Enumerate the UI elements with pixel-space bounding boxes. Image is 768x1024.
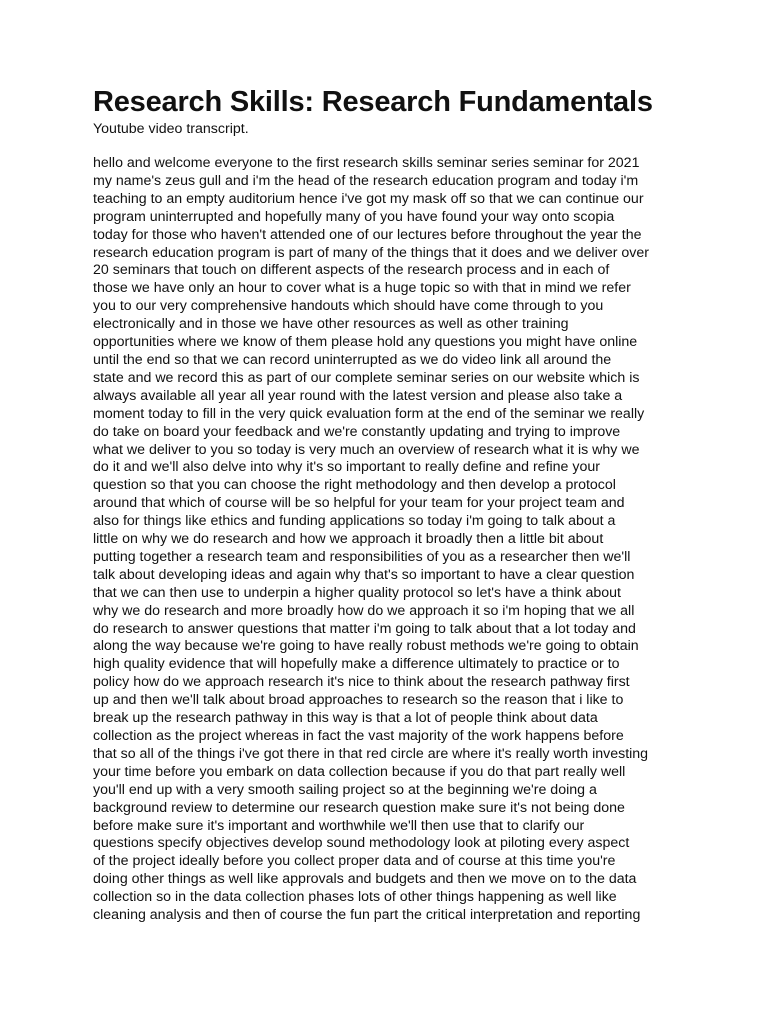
transcript-line: along the way because we're going to have really robust methods we're going to obtain (93, 638, 639, 655)
transcript-line: that we can then use to underpin a higher quality protocol so let's have a think about (93, 584, 621, 601)
transcript-line: around that which of course will be so helpful for your team for your project team and (93, 495, 625, 512)
transcript-line: that so all of the things i've got there in that red circle are where it's really worth investing (93, 745, 649, 762)
transcript-line: talk about developing ideas and again why that's so important to have a clear question (93, 566, 635, 583)
transcript-line: background review to determine our research question make sure it's not being done (93, 799, 625, 816)
transcript-line: before make sure it's important and worthwhile we'll then use that to clarify our (93, 817, 585, 834)
transcript-line: collection as the project whereas in fact the vast majority of the work happens before (93, 728, 624, 744)
transcript-line: always available all year all year round with the latest version and please also take a (93, 387, 623, 404)
transcript-line: those we have only an hour to cover what is a huge topic so with that in mind we refer (93, 280, 631, 297)
transcript-line: teaching to an empty auditorium hence i've got my mask off so that we can continue our (93, 190, 644, 207)
transcript-line: why we do research and more broadly how do we approach it so i'm hoping that we all (93, 602, 635, 619)
transcript-line: opportunities where we know of them please hold any questions you might have online (93, 334, 638, 351)
transcript-line: 20 seminars that touch on different aspects of the research process and in each of (93, 262, 610, 279)
transcript-line: hello and welcome everyone to the first research skills seminar series seminar for 2021 (93, 155, 640, 171)
transcript-line: policy how do we approach research it's nice to think about the research pathway first (93, 674, 630, 691)
transcript-line: break up the research pathway in this way is that a lot of people think about data (93, 710, 598, 727)
transcript-line: until the end so that we can record uninterrupted as we do video link all around the (93, 351, 612, 368)
transcript-line: do take on board your feedback and we're constantly updating and trying to improve (93, 423, 621, 440)
transcript-line: your time before you embark on data collection because if you do that part really well (93, 763, 626, 780)
document-title: Research Skills: Research Fundamentals (93, 86, 653, 118)
transcript-line: moment today to fill in the very quick evaluation form at the end of the seminar we really (93, 405, 645, 422)
transcript-line: electronically and in those we have other resources as well as other training (93, 316, 569, 333)
transcript-line: do it and we'll also delve into why it's so important to really define and refine your (93, 459, 600, 476)
transcript-line: do research to answer questions that matter i'm going to talk about that a lot today and (93, 620, 636, 637)
transcript-line: putting together a research team and responsibilities of you as a researcher then we'll (93, 548, 631, 565)
transcript-line: program uninterrupted and hopefully many of you have found your way onto scopia (93, 208, 615, 225)
transcript-body (93, 155, 678, 925)
document-subtitle: Youtube video transcript. (93, 121, 249, 137)
transcript-line: what we deliver to you so today is very much an overview of research what it is why we (93, 441, 640, 458)
transcript-line: you'll end up with a very smooth sailing project so at the beginning we're doing a (93, 781, 597, 798)
transcript-line: collection so in the data collection phases lots of other things happening as well like (93, 889, 617, 906)
transcript-line: cleaning analysis and then of course the fun part the critical interpretation and reporting (93, 907, 641, 924)
transcript-line: doing other things as well like approvals and budgets and then we move on to the data (93, 871, 637, 888)
transcript-line: little on why we do research and how we approach it broadly then a little bit about (93, 531, 604, 548)
transcript-line: research education program is part of many of the things that it does and we deliver over (93, 244, 649, 261)
transcript-line: my name's zeus gull and i'm the head of the research education program and today i'm (93, 172, 639, 189)
transcript-line: you to our very comprehensive handouts which should have come through to you (93, 298, 604, 315)
transcript-line: question so that you can choose the right methodology and then develop a protocol (93, 477, 616, 494)
transcript-line: state and we record this as part of our complete seminar series on our website which is (93, 369, 640, 386)
transcript-line: questions specify objectives develop sound methodology look at piloting every aspect (93, 835, 630, 852)
document-page (93, 84, 678, 925)
transcript-line: today for those who haven't attended one of our lectures before throughout the year the (93, 226, 642, 243)
transcript-line: of the project ideally before you collect proper data and of course at this time you're (93, 853, 616, 870)
transcript-line: up and then we'll talk about broad approaches to research so the reason that i like to (93, 692, 624, 709)
transcript-line: high quality evidence that will hopefully make a difference ultimately to practice or to (93, 656, 620, 673)
transcript-line: also for things like ethics and funding applications so today i'm going to talk about a (93, 513, 616, 530)
